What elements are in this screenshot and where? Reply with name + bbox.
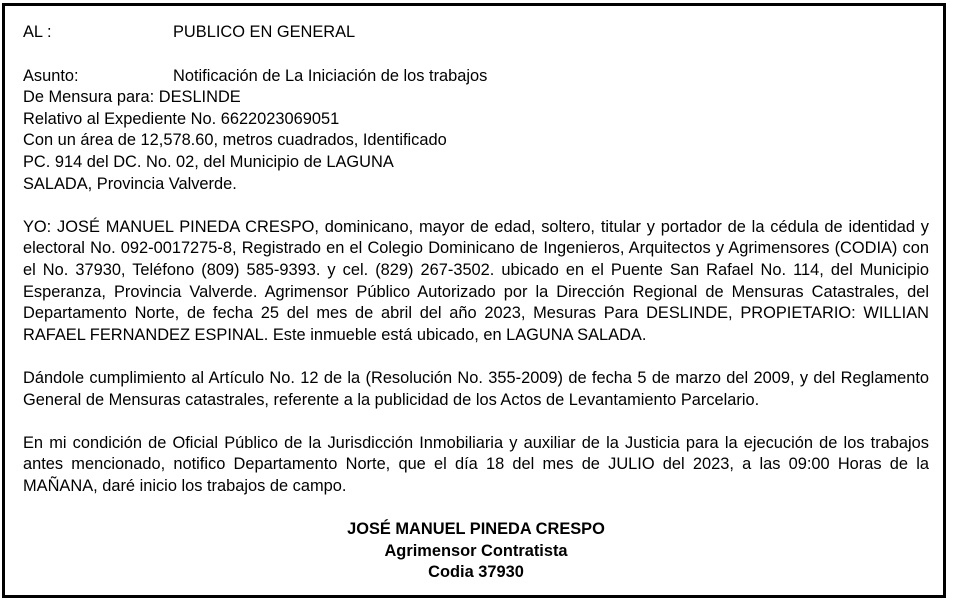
notification-text: En mi condición de Oficial Público de la Jurisdicción Inmobiliaria y auxiliar de la Justicia para la ejecución de los trabajos antes mencionado, notifico Departamento Norte, que el día 18 del mes de JULIO del 2023, a las 09:00 Horas de la MAÑANA, daré inicio los trabajos de campo. xyxy=(23,433,929,495)
declaration-paragraph xyxy=(23,217,929,347)
signature-codia: Codia 37930 xyxy=(428,563,524,582)
signature-title: Agrimensor Contratista xyxy=(384,541,568,560)
subject-line-survey-type: De Mensura para: DESLINDE xyxy=(23,88,241,107)
notification-paragraph xyxy=(23,433,929,498)
compliance-text: Dándole cumplimiento al Artículo No. 12 de la (Resolución No. 355-2009) de fecha 5 de marzo del 2009, y del Reglamento General de Mensuras catastrales, referente a la publicidad de los Actos de Levantamiento Parcelario. xyxy=(23,368,929,409)
signature-name: JOSÉ MANUEL PINEDA CRESPO xyxy=(347,520,605,539)
compliance-paragraph xyxy=(23,368,929,411)
notice-frame xyxy=(2,3,946,598)
addressee-row xyxy=(23,22,929,44)
declaration-text: YO: JOSÉ MANUEL PINEDA CRESPO, dominicano, mayor de edad, soltero, titular y portador de la cédula de identidad y electoral No. 092-0017275-8, Registrado en el Colegio Dominicano de Ingenieros, Arquitectos y Agrimensores (CODIA) con el No. 37930, Teléfono (809) 585-9393. y cel. (829) 267-3502. ubicado en el Puente San Rafael No. 114, del Municipio Esperanza, Provincia Valverde. Agrimensor Público Autorizado por la Dirección Regional de Mensuras Catastrales, del Departamento Norte, de fecha 25 del mes de abril del año 2023, Mesuras Para DESLINDE, PROPIETARIO: WILLIAN RAFAEL FERNANDEZ ESPINAL. Este inmueble está ubicado, en LAGUNA SALADA. xyxy=(23,217,929,344)
subject-line-file-number: Relativo al Expediente No. 6622023069051 xyxy=(23,109,340,128)
addressee-value: PUBLICO EN GENERAL xyxy=(173,23,356,41)
subject-line-parcel: PC. 914 del DC. No. 02, del Municipio de LAGUNA xyxy=(23,152,394,171)
subject-details xyxy=(23,87,929,195)
subject-row xyxy=(23,66,929,88)
subject-line-area: Con un área de 12,578.60, metros cuadrados, Identificado xyxy=(23,131,447,150)
subject-value: Notificación de La Iniciación de los trabajos xyxy=(173,66,488,85)
notice-content xyxy=(23,22,929,584)
signature-block xyxy=(23,519,929,584)
addressee-label: AL : xyxy=(23,23,52,41)
subject-line-province: SALADA, Provincia Valverde. xyxy=(23,174,237,193)
subject-label: Asunto: xyxy=(23,66,79,85)
